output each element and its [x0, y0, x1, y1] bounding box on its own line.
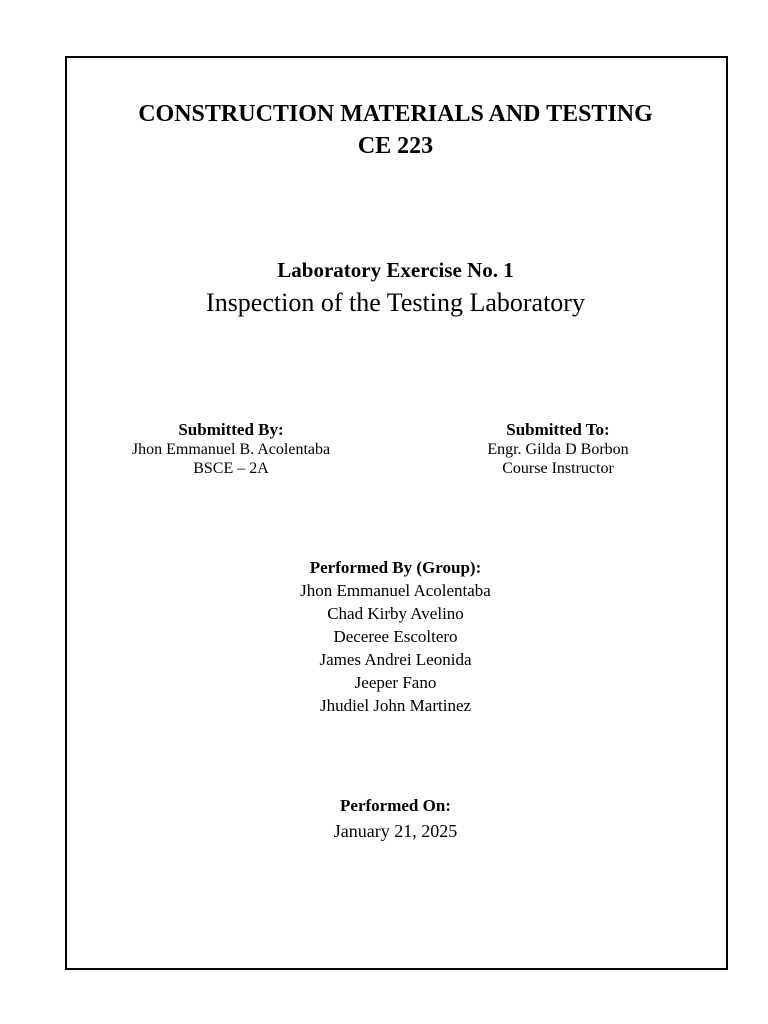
course-title	[65, 98, 726, 162]
instructor-name: Engr. Gilda D Borbon	[487, 441, 629, 458]
submitted-to-section	[443, 419, 673, 478]
performed-on-section	[65, 794, 726, 843]
instructor-role: Course Instructor	[502, 460, 614, 477]
submitted-by-section	[96, 419, 366, 478]
exercise-number: Laboratory Exercise No. 1	[277, 258, 514, 282]
group-member: Chad Kirby Avelino	[327, 604, 464, 623]
group-member: Deceree Escoltero	[333, 627, 458, 646]
group-member: Jhudiel John Martinez	[319, 696, 472, 715]
course-code: CE 223	[357, 133, 434, 159]
submitted-to-heading: Submitted To:	[506, 420, 610, 439]
group-member: James Andrei Leonida	[319, 650, 472, 669]
performed-on-date: January 21, 2025	[333, 821, 458, 841]
group-member: Jhon Emmanuel Acolentaba	[300, 581, 491, 600]
course-name: CONSTRUCTION MATERIALS AND TESTING	[138, 101, 653, 127]
group-section	[65, 556, 726, 717]
submitter-name: Jhon Emmanuel B. Acolentaba	[131, 441, 331, 458]
submitter-section: BSCE – 2A	[193, 460, 269, 477]
performed-on-heading: Performed On:	[340, 796, 451, 815]
group-member: Jeeper Fano	[354, 673, 437, 692]
submitted-by-heading: Submitted By:	[178, 420, 284, 439]
exercise-title: Inspection of the Testing Laboratory	[206, 288, 585, 317]
group-heading: Performed By (Group):	[309, 558, 482, 577]
